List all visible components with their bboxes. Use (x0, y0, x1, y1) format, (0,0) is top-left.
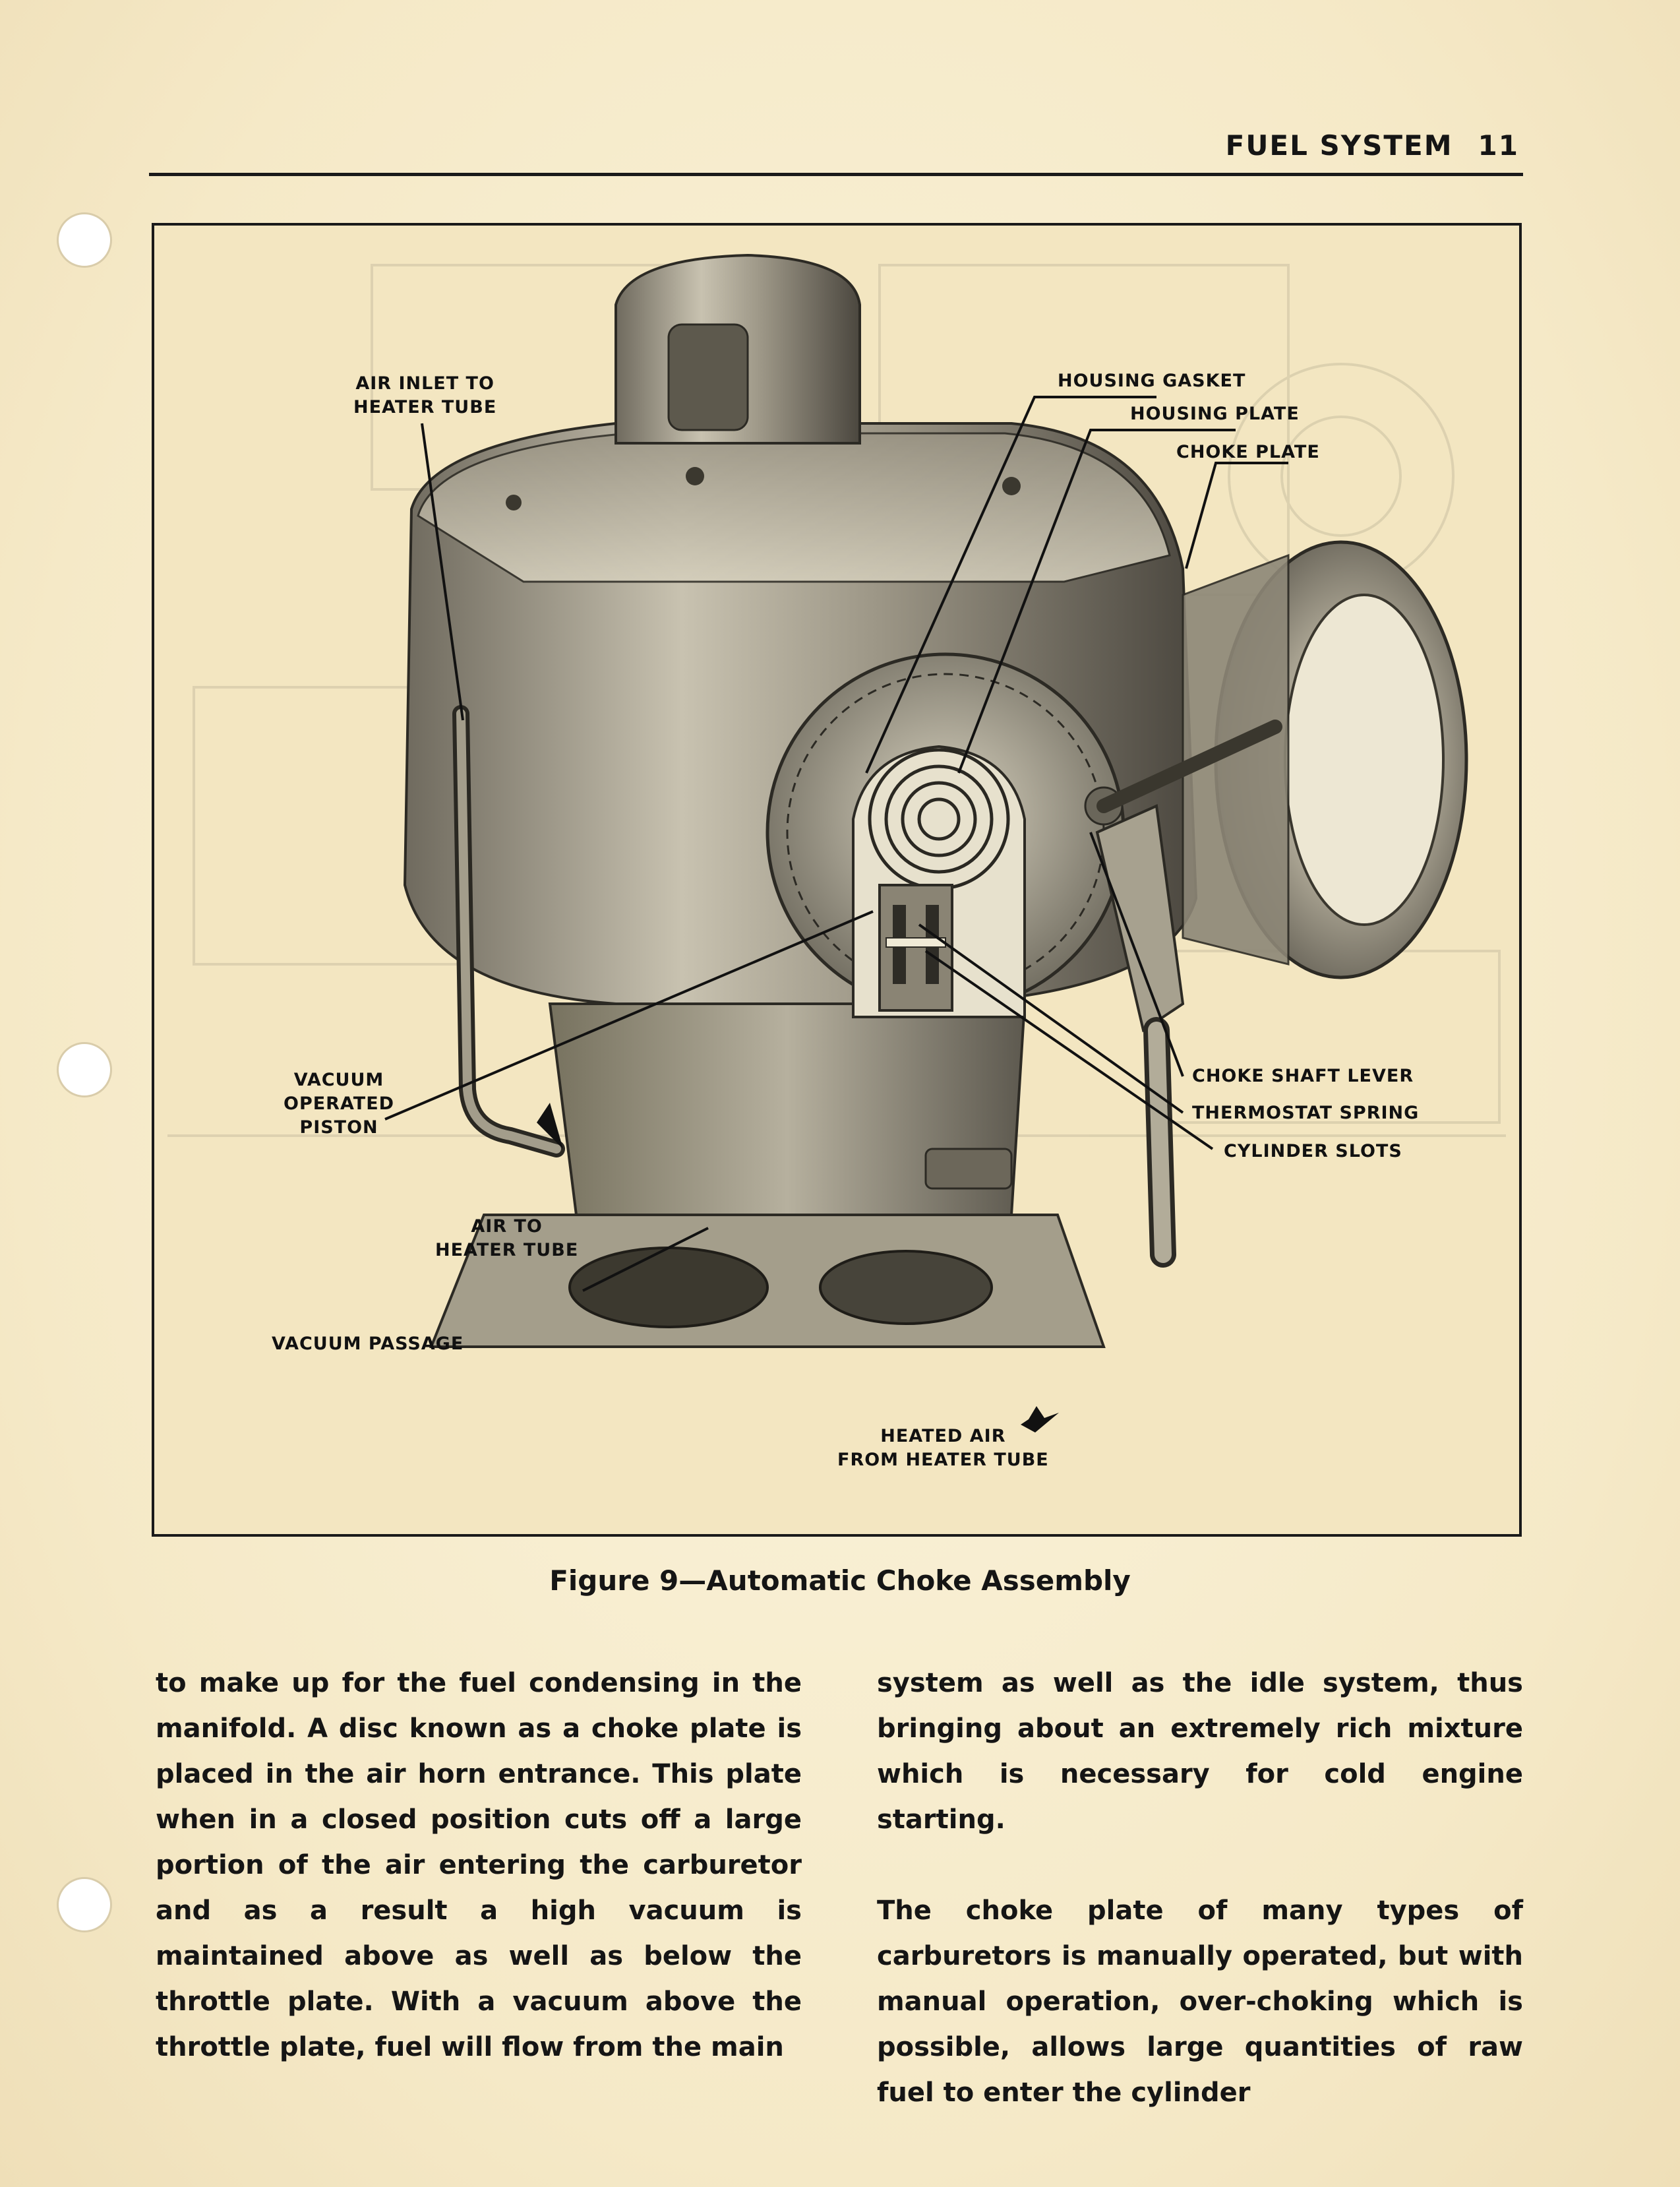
callout-heated-air: HEATED AIR FROM HEATER TUBE (837, 1426, 1049, 1470)
callout-choke-plate: CHOKE PLATE (1176, 442, 1320, 462)
body-column-left (156, 1661, 802, 2070)
callout-housing-gasket: HOUSING GASKET (1058, 371, 1246, 391)
callout-housing-plate: HOUSING PLATE (1130, 404, 1300, 424)
header-rule (149, 173, 1523, 176)
punch-hole-middle (57, 1042, 112, 1097)
callout-air-inlet: AIR INLET TO HEATER TUBE (353, 373, 497, 417)
punch-hole-top (57, 212, 112, 268)
callout-cylinder-slots: CYLINDER SLOTS (1224, 1141, 1402, 1161)
body-paragraph-right-2: The choke plate of many types of carburetors is manually operated, but with manual operation, over-choking which is possible, allows large quantities of raw fuel to enter the cylinder (877, 1895, 1523, 2108)
body-paragraph-right-1: system as well as the idle system, thus bringing about an extremely rich mixture which is necessary for cold engine starting. (877, 1668, 1523, 1835)
callout-choke-shaft-lever: CHOKE SHAFT LEVER (1192, 1066, 1414, 1086)
callout-thermostat-spring: THERMOSTAT SPRING (1192, 1103, 1420, 1123)
carburetor-top (418, 433, 1170, 582)
body-column-right (877, 1661, 1523, 2116)
page-number: 11 (1478, 129, 1519, 162)
body-paragraph-left: to make up for the fuel condensing in the manifold. A disc known as a choke plate is placed in the air horn entrance. This plate when in a closed position cuts off a large portion of the air entering the carburetor and as a result a high vacuum is maintained above as well as below the throttle plate. With a vacuum above the throttle plate, fuel will flow from the main (156, 1668, 802, 2062)
punch-hole-bottom (57, 1877, 112, 1932)
running-header (1226, 129, 1519, 162)
callout-vacuum-piston: VACUUM OPERATED PISTON (284, 1070, 395, 1138)
section-title: FUEL SYSTEM (1225, 129, 1453, 162)
figure-caption: Figure 9—Automatic Choke Assembly (549, 1564, 1131, 1597)
callout-vacuum-passage: VACUUM PASSAGE (272, 1334, 464, 1354)
callout-air-to-heater: AIR TO HEATER TUBE (435, 1216, 579, 1260)
figure-frame (152, 223, 1522, 1537)
